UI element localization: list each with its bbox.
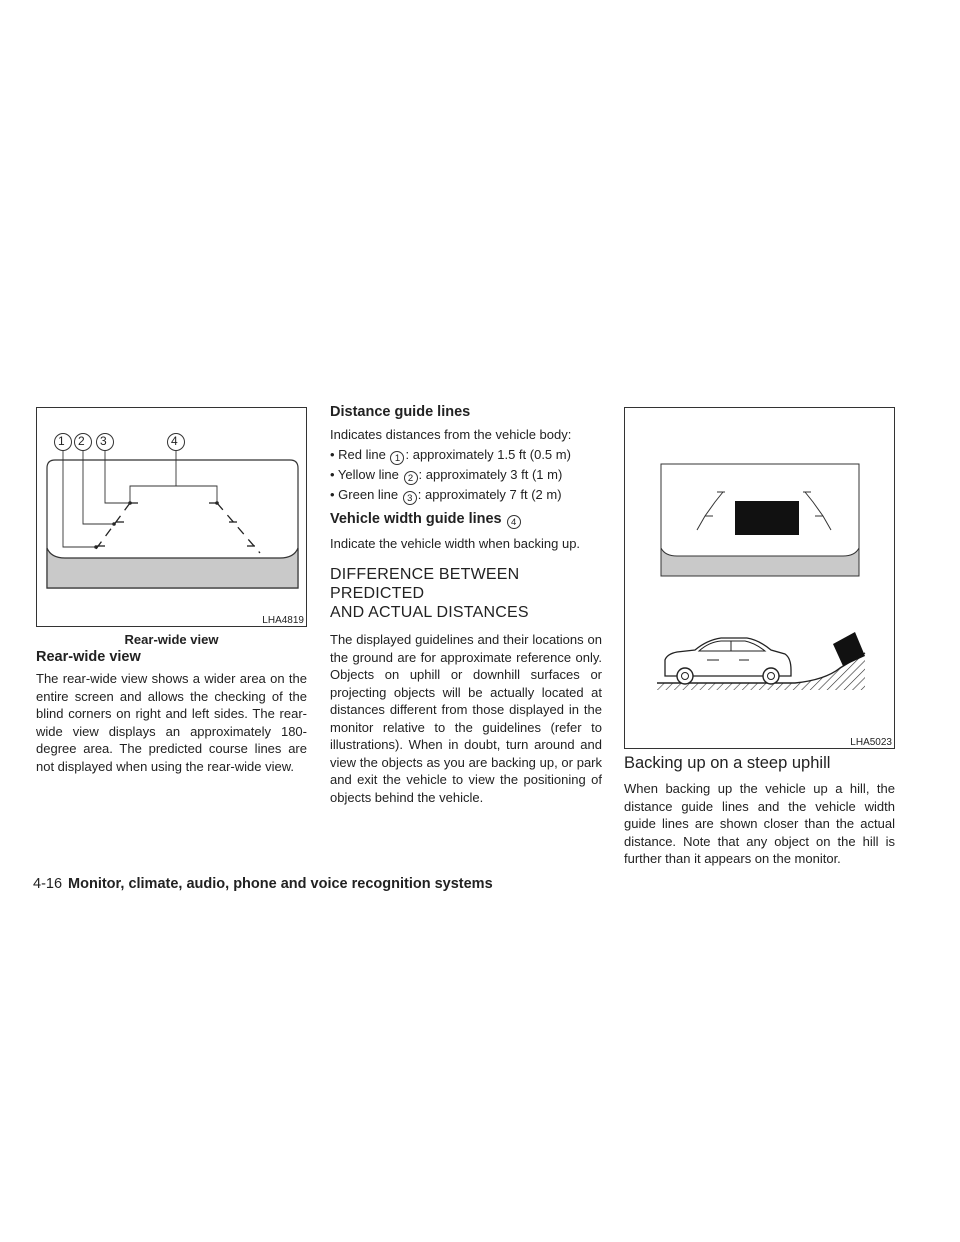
bullet-label: • Red line <box>330 446 386 462</box>
section-rear-wide <box>36 649 307 775</box>
difference-body: The displayed guidelines and their locations on the ground are for approximate reference only. Objects on uphill or downhill surfaces or projecting objects will be actually located at distances different from those displayed in the monitor relative to the guidelines (refer to illustrations). When in doubt, turn around and view the objects as you are backing up, or park and exit the vehicle to view the positioning of objects behind the vehicle. <box>330 632 602 805</box>
section-title: Rear-wide view <box>36 649 141 665</box>
figure-code: LHA4819 <box>262 615 304 626</box>
callout-1-inline: 1 <box>390 451 404 465</box>
bullet-label: • Yellow line <box>330 466 399 482</box>
page-number: 4-16 <box>33 876 63 892</box>
bullet-red-line <box>330 446 602 465</box>
uphill-section <box>624 754 895 868</box>
difference-title-line2: AND ACTUAL DISTANCES <box>330 604 529 621</box>
uphill-figure <box>624 407 895 749</box>
figure-code: LHA5023 <box>850 737 892 748</box>
difference-title-line1: DIFFERENCE BETWEEN PREDICTED <box>330 566 520 602</box>
difference-heading <box>330 565 602 622</box>
distance-guide-title: Distance guide lines <box>330 404 471 420</box>
bullet-green-line <box>330 486 602 505</box>
figure-caption: Rear-wide view <box>124 632 219 647</box>
callout-1: 1 <box>58 434 65 448</box>
callout-4-inline: 4 <box>507 515 521 529</box>
rear-wide-view-figure <box>36 407 307 627</box>
callout-2: 2 <box>78 434 85 448</box>
callout-3-inline: 3 <box>403 491 417 505</box>
width-guide-body: Indicate the vehicle width when backing up. <box>330 535 581 551</box>
callout-4: 4 <box>171 434 178 448</box>
uphill-body: When backing up the vehicle up a hill, the distance guide lines and the vehicle width guide lines are shown closer than the actual distance. Note that any object on the hill is further than it appears on the monitor. <box>624 781 895 866</box>
callout-2-inline: 2 <box>404 471 418 485</box>
width-guide-title <box>330 511 602 529</box>
width-guide-title-text: Vehicle width guide lines <box>330 510 502 527</box>
bullet-text: : approximately 7 ft (2 m) <box>417 486 562 502</box>
callout-3: 3 <box>100 434 107 448</box>
distance-guide-intro: Indicates distances from the vehicle body: <box>330 427 572 442</box>
distance-guide-section <box>330 404 602 806</box>
bullet-yellow-line <box>330 466 602 485</box>
uphill-diagram <box>625 408 896 750</box>
page-footer <box>33 876 493 892</box>
bullet-text: : approximately 3 ft (1 m) <box>418 466 563 482</box>
bullet-text: : approximately 1.5 ft (0.5 m) <box>405 446 571 462</box>
chapter-title: Monitor, climate, audio, phone and voice recognition systems <box>68 876 493 892</box>
section-body: The rear-wide view shows a wider area on the entire screen and allows the checking of the blind corners on right and left sides. The rear-wide view displays an approximately 180-degree area. The predicted course lines are not displayed when using the rear-wide view. <box>36 671 307 774</box>
bullet-label: • Green line <box>330 486 399 502</box>
uphill-title: Backing up on a steep uphill <box>624 754 831 772</box>
